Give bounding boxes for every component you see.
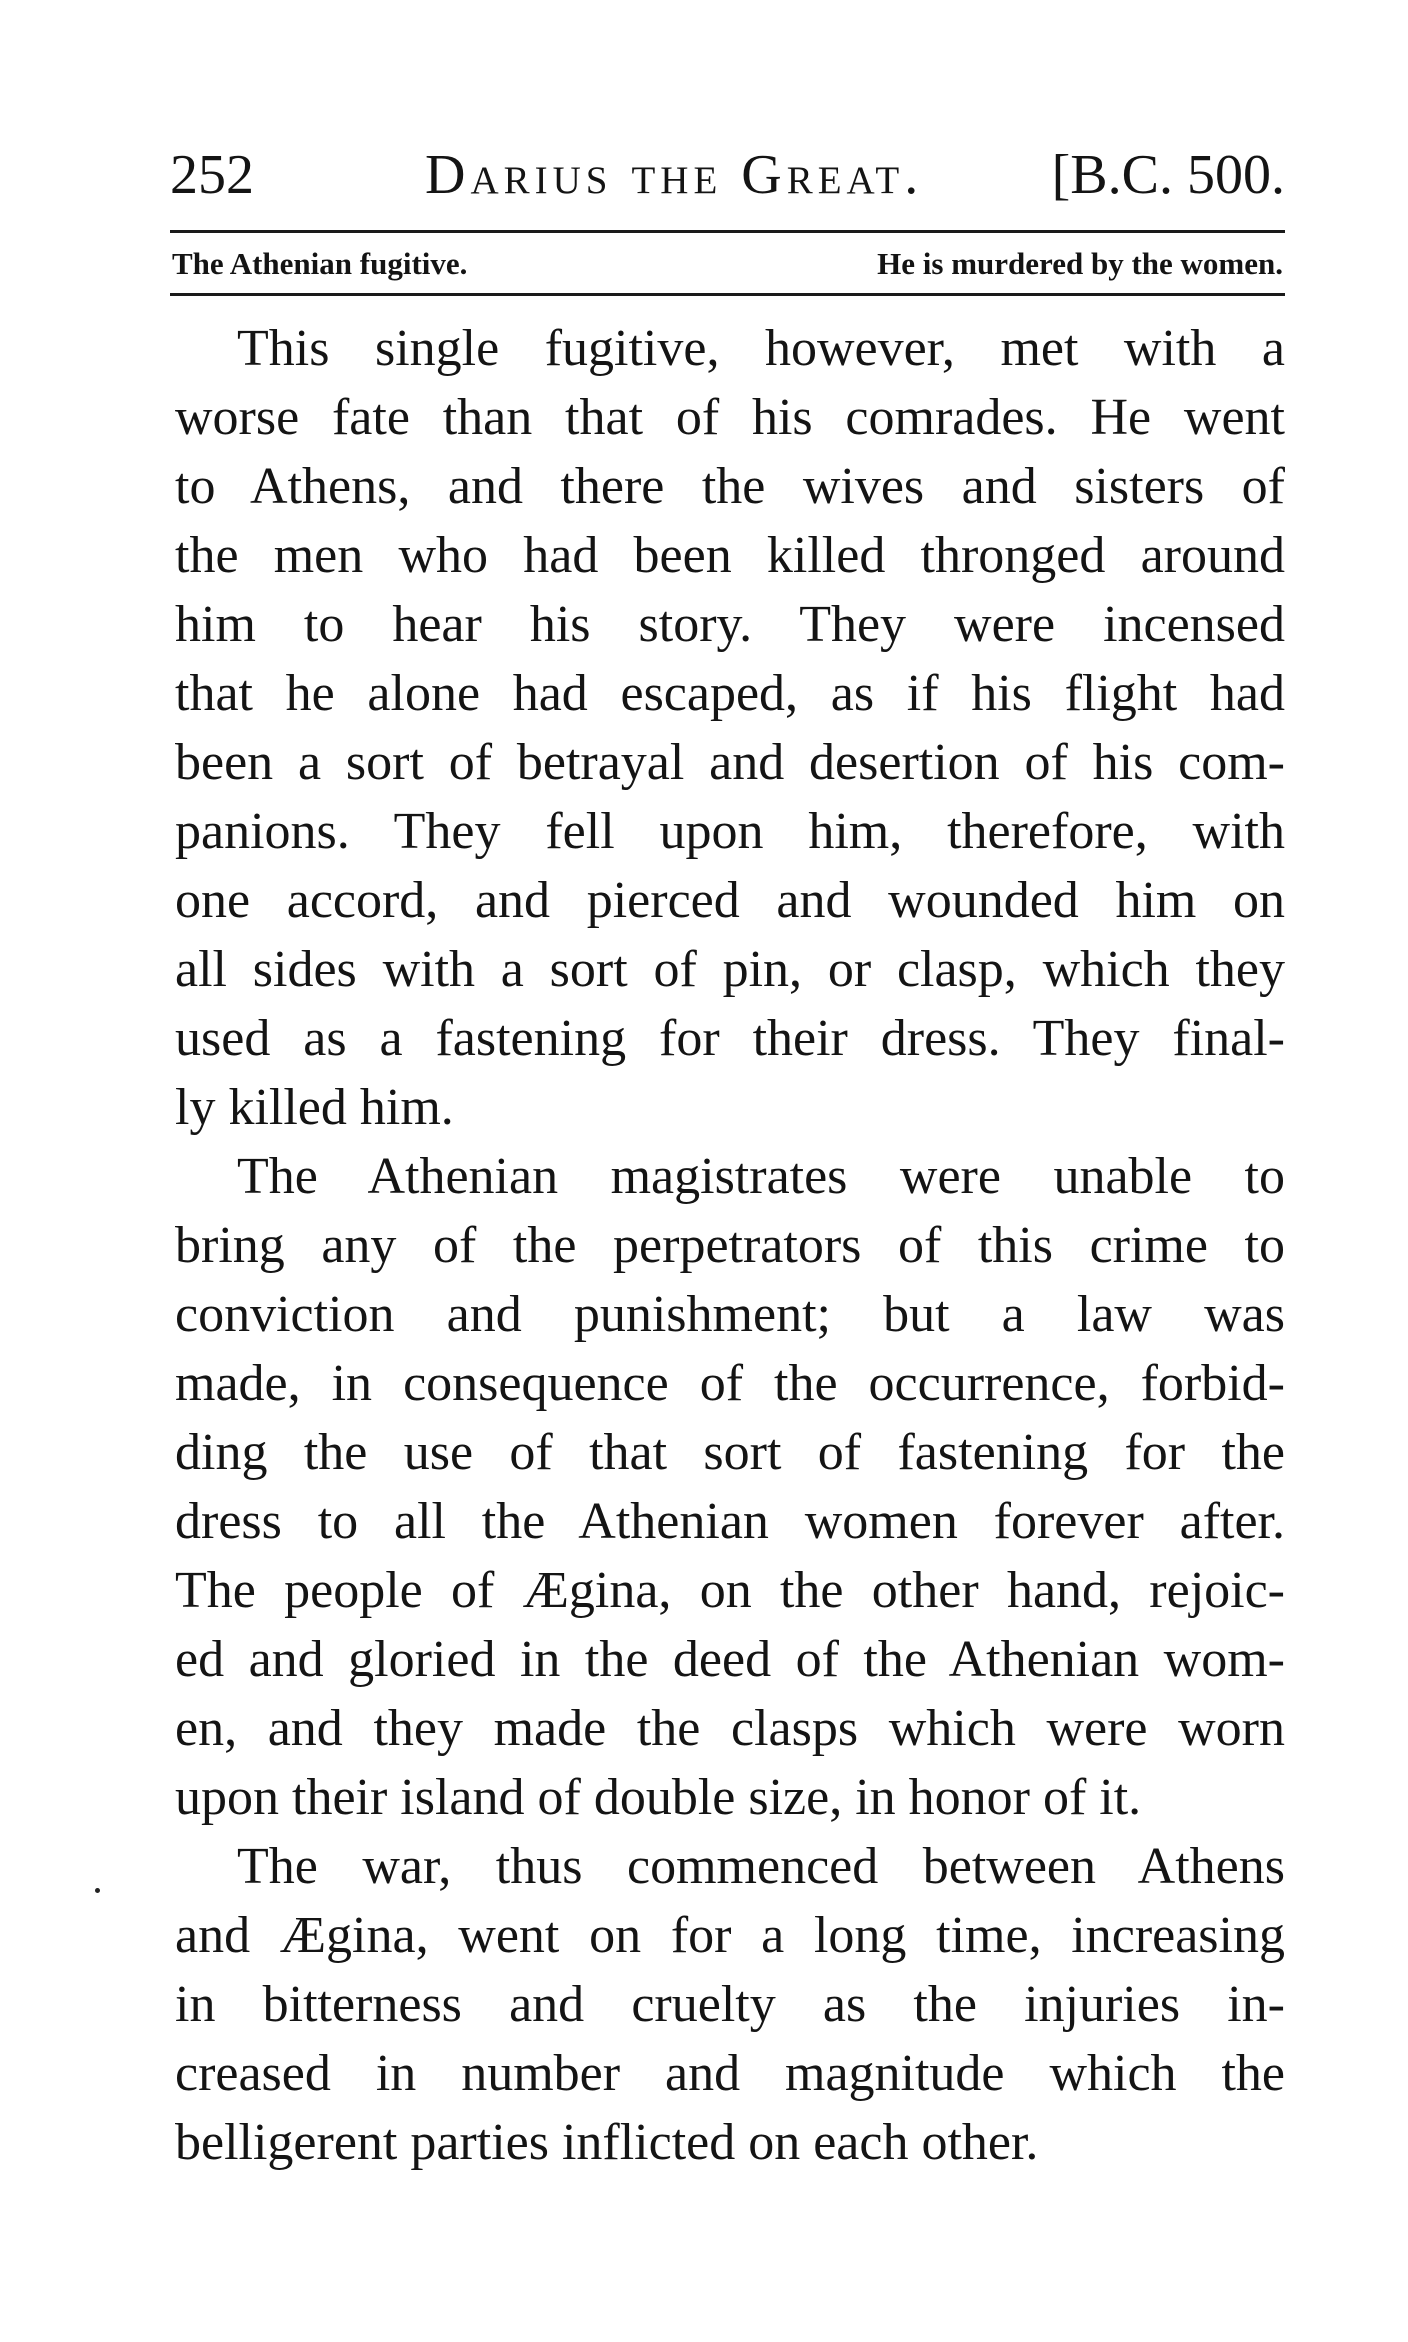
marginal-note-right: He is murdered by the women. bbox=[877, 246, 1283, 281]
text-line: This single fugitive, however, met with a bbox=[237, 320, 1285, 377]
body-text bbox=[175, 314, 1285, 2177]
marginal-notes bbox=[170, 244, 1285, 284]
text-line: conviction and punishment; but a law was bbox=[175, 1286, 1285, 1343]
text-line: been a sort of betrayal and desertion of his com- bbox=[175, 734, 1285, 791]
text-line: made, in consequence of the occurrence, forbid- bbox=[175, 1355, 1285, 1412]
header-rule-bottom bbox=[170, 293, 1285, 296]
text-line: and Ægina, went on for a long time, increasing bbox=[175, 1907, 1285, 1964]
text-line: belligerent parties inflicted on each other. bbox=[175, 2114, 1039, 2171]
text-line: dress to all the Athenian women forever after. bbox=[175, 1493, 1285, 1550]
paragraph bbox=[175, 314, 1285, 1142]
text-line: used as a fastening for their dress. They final- bbox=[175, 1010, 1285, 1067]
text-line: in bitterness and cruelty as the injuries in- bbox=[175, 1976, 1285, 2033]
marginal-note-left: The Athenian fugitive. bbox=[172, 246, 468, 281]
text-line: ding the use of that sort of fastening for the bbox=[175, 1424, 1285, 1481]
book-title: Darius the Great. bbox=[425, 144, 924, 206]
text-line: upon their island of double size, in honor of it. bbox=[175, 1769, 1142, 1826]
running-head bbox=[170, 140, 1285, 210]
text-line: him to hear his story. They were incensed bbox=[175, 596, 1285, 653]
text-line: bring any of the perpetrators of this crime to bbox=[175, 1217, 1285, 1274]
stray-ink-dot bbox=[95, 1888, 100, 1893]
text-line: The war, thus commenced between Athens bbox=[237, 1838, 1285, 1895]
text-line: The people of Ægina, on the other hand, rejoic- bbox=[175, 1562, 1285, 1619]
text-line: ly killed him. bbox=[175, 1079, 454, 1136]
text-line: en, and they made the clasps which were worn bbox=[175, 1700, 1285, 1757]
header-rule-top bbox=[170, 230, 1285, 233]
text-line: panions. They fell upon him, therefore, with bbox=[175, 803, 1285, 860]
text-line: one accord, and pierced and wounded him on bbox=[175, 872, 1285, 929]
page-number: 252 bbox=[170, 144, 254, 206]
paragraph bbox=[175, 1142, 1285, 1832]
date-reference: [B.C. 500. bbox=[1051, 144, 1285, 206]
text-line: all sides with a sort of pin, or clasp, which they bbox=[175, 941, 1285, 998]
text-line: ed and gloried in the deed of the Athenian wom- bbox=[175, 1631, 1285, 1688]
paragraph bbox=[175, 1832, 1285, 2177]
text-line: the men who had been killed thronged around bbox=[175, 527, 1285, 584]
text-line: to Athens, and there the wives and sisters of bbox=[175, 458, 1285, 515]
text-line: The Athenian magistrates were unable to bbox=[237, 1148, 1285, 1205]
text-line: worse fate than that of his comrades. He went bbox=[175, 389, 1285, 446]
text-line: that he alone had escaped, as if his flight had bbox=[175, 665, 1285, 722]
text-line: creased in number and magnitude which the bbox=[175, 2045, 1285, 2102]
